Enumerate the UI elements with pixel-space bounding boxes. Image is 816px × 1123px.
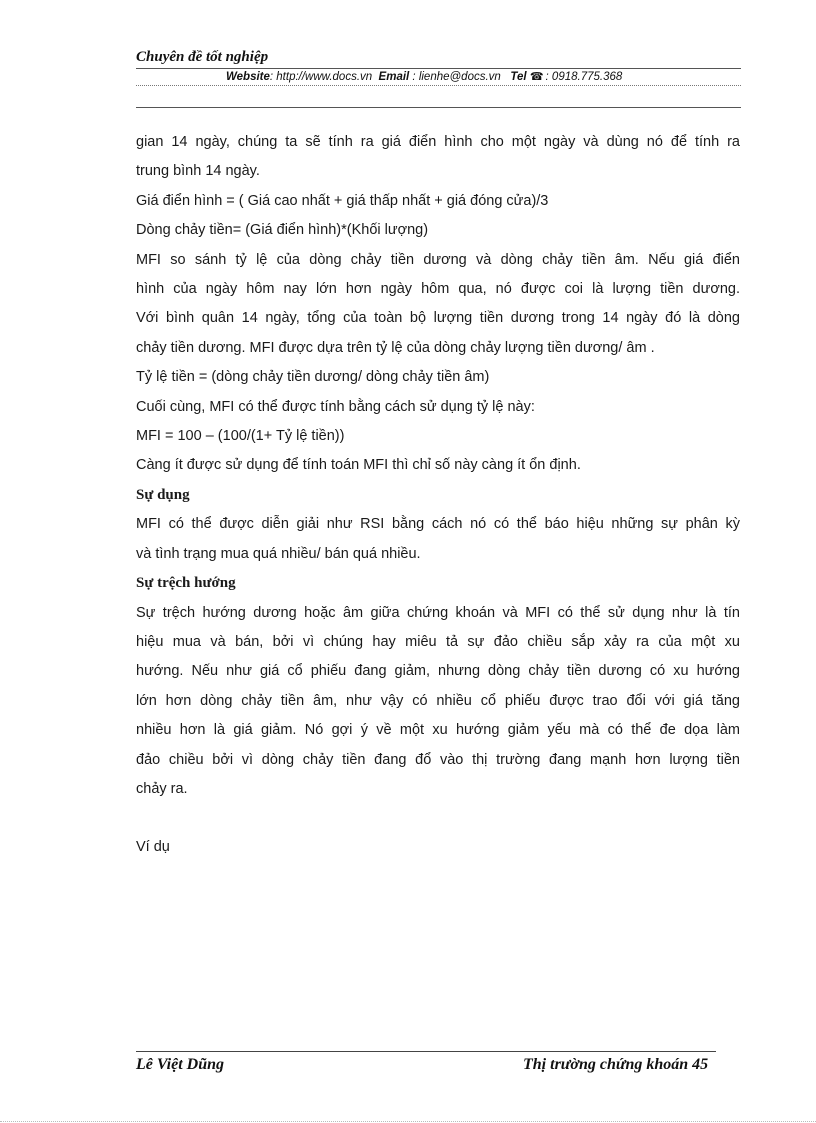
website-label: Website — [226, 71, 270, 83]
formula-typical-price: Giá điển hình = ( Giá cao nhất + giá thấp nhất + giá đóng cửa)/3 — [136, 192, 549, 209]
paragraph-line: chảy tiền dương. MFI được dựa trên tỷ lệ của dòng chảy lượng tiền dương/ âm . — [136, 339, 655, 356]
email-label: Email — [378, 71, 410, 83]
phone-icon: ☎ — [529, 71, 544, 83]
formula-money-flow: Dòng chảy tiền= (Giá điển hình)*(Khối lượng) — [136, 222, 429, 239]
paragraph-line: gian 14 ngày, chúng ta sẽ tính ra giá điển hình cho một ngày và dùng nó để tính ra — [136, 134, 740, 150]
paragraph-line: lớn hơn dòng chảy tiền âm, như vậy có nhiều cổ phiếu được trao đổi với giá tăng — [136, 692, 740, 709]
header-contact — [226, 70, 622, 83]
header-rule-top — [136, 68, 741, 69]
formula-mfi: MFI = 100 – (100/(1+ Tỷ lệ tiền)) — [136, 428, 345, 445]
paragraph-line: nhiều hơn là giá giảm. Nó gợi ý về một xu hướng giảm yếu mà có thể đe dọa làm — [136, 722, 740, 739]
section-heading-usage: Sự dụng — [136, 486, 190, 503]
paragraph-line: chảy ra. — [136, 780, 188, 797]
footer-author: Lê Việt Dũng — [136, 1056, 225, 1073]
paragraph-line: đảo chiều bởi vì dòng chảy tiền đang đổ vào thị trường đang mạnh hơn lượng tiền — [136, 751, 740, 768]
formula-money-ratio: Tỷ lệ tiền = (dòng chảy tiền dương/ dòng chảy tiền âm) — [136, 369, 490, 386]
paragraph-line: Càng ít được sử dụng để tính toán MFI thì chỉ số này càng ít ổn định. — [136, 457, 581, 474]
footer-rule — [136, 1051, 716, 1052]
paragraph-line: hiệu mua và bán, bởi vì chúng hay miêu tả sự đảo chiều sắp xảy ra của một xu — [136, 633, 740, 650]
paragraph-line: hướng. Nếu như giá cổ phiếu đang giảm, nhưng dòng chảy tiền dương có xu hướng — [136, 663, 740, 680]
header-title: Chuyên đề tốt nghiệp — [136, 49, 269, 65]
header-rule-bottom — [136, 107, 741, 108]
paragraph-line: MFI có thể được diễn giải như RSI bằng cách nó có thể báo hiệu những sự phân kỳ — [136, 516, 740, 533]
paragraph-line: trung bình 14 ngày. — [136, 163, 260, 180]
section-heading-divergence: Sự trệch hướng — [136, 575, 236, 592]
paragraph-line: Sự trệch hướng dương hoặc âm giữa chứng khoán và MFI có thể sử dụng như là tín — [136, 604, 740, 621]
email-value: : lienhe@docs.vn — [409, 71, 501, 83]
header-rule-dotted — [136, 85, 741, 86]
paragraph-line: MFI so sánh tỷ lệ của dòng chảy tiền dương và dòng chảy tiền âm. Nếu giá điển — [136, 251, 740, 268]
paragraph-line: hình của ngày hôm nay lớn hơn ngày hôm qua, nó được coi là lượng tiền dương. — [136, 281, 740, 298]
footer-page-label: Thị trường chứng khoán 45 — [523, 1056, 709, 1073]
tel-value: : 0918.775.368 — [545, 71, 623, 83]
tel-label: Tel — [510, 71, 527, 83]
website-value: : http://www.docs.vn — [269, 71, 373, 83]
paragraph-line: và tình trạng mua quá nhiều/ bán quá nhiều. — [136, 545, 421, 562]
paragraph-line: Với bình quân 14 ngày, tổng của toàn bộ lượng tiền dương trong 14 ngày đó là dòng — [136, 310, 740, 327]
example-label: Ví dụ — [136, 839, 170, 856]
body-text — [136, 128, 740, 863]
page-edge — [0, 1121, 816, 1122]
paragraph-line: Cuối cùng, MFI có thể được tính bằng cách sử dụng tỷ lệ này: — [136, 398, 535, 415]
